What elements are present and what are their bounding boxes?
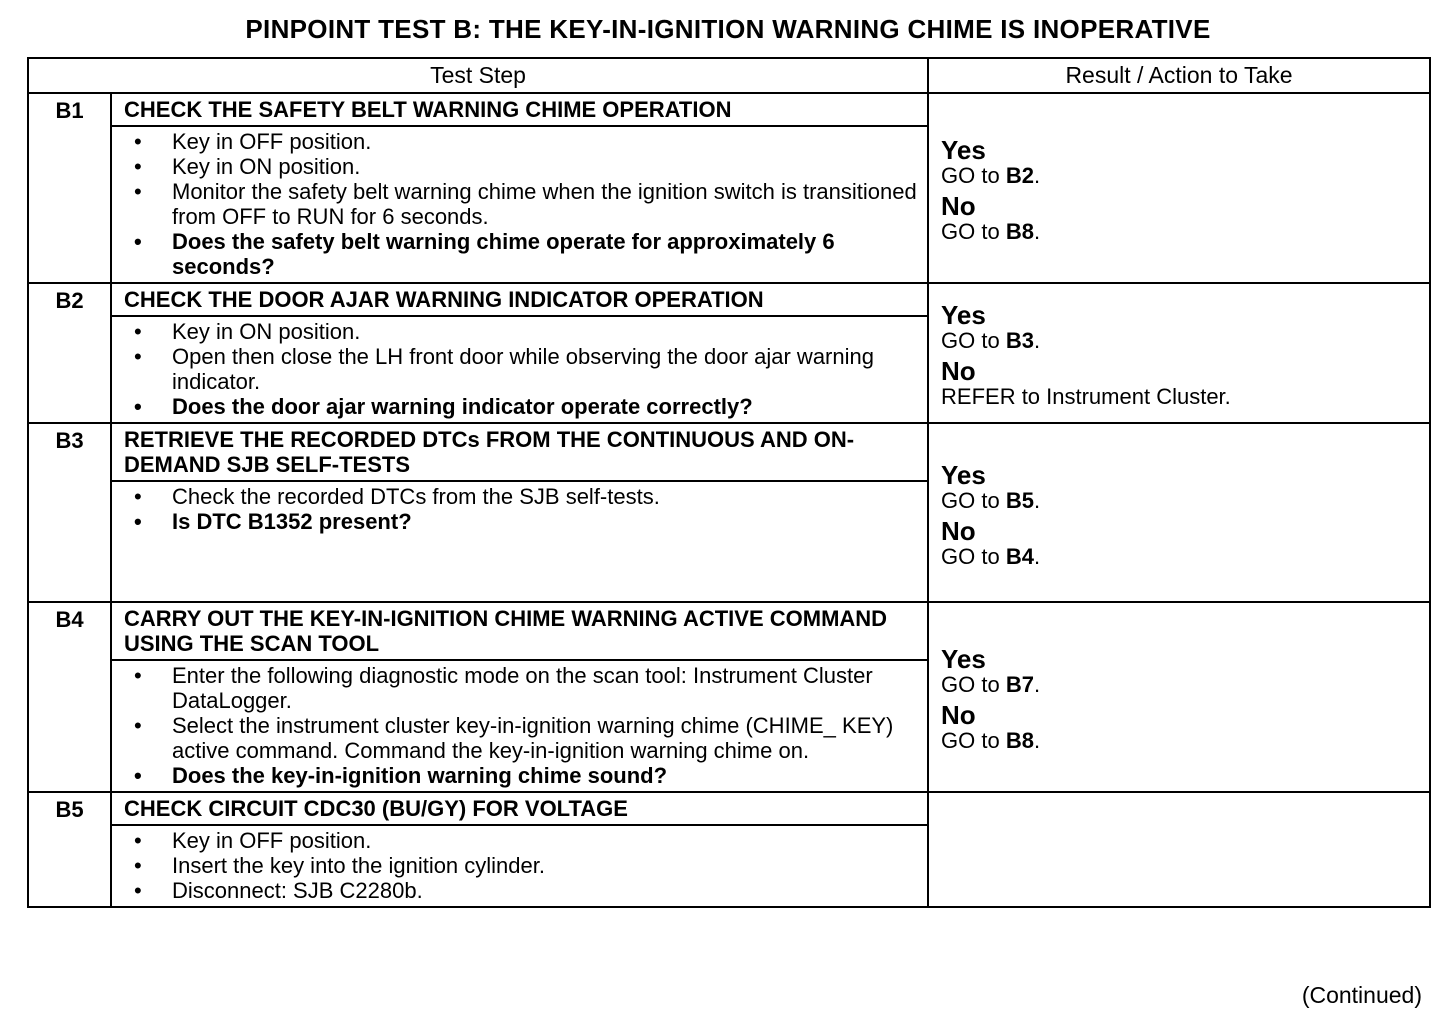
yes-action: GO to B2.: [941, 163, 1041, 188]
list-item: • Check the recorded DTCs from the SJB self-tests.: [134, 484, 660, 509]
step-title: RETRIEVE THE RECORDED DTCs FROM THE CONTINUOUS AND ON-DEMAND SJB SELF-TESTS: [111, 423, 928, 481]
step-id: B4: [28, 602, 111, 792]
step-bullets: [111, 126, 928, 283]
no-label: No: [941, 356, 976, 386]
header-test-step: Test Step: [28, 58, 928, 93]
header-result: Result / Action to Take: [928, 58, 1430, 93]
list-item: • Open then close the LH front door while observing the door ajar warning indicator.: [134, 344, 874, 394]
step-result: [928, 93, 1430, 283]
no-action: GO to B4.: [941, 543, 1041, 569]
step-bullets: [111, 825, 928, 907]
yes-action: GO to B7.: [941, 672, 1041, 697]
page-title: PINPOINT TEST B: THE KEY-IN-IGNITION WARNING CHIME IS INOPERATIVE: [245, 14, 1211, 44]
step-title: CARRY OUT THE KEY-IN-IGNITION CHIME WARNING ACTIVE COMMAND USING THE SCAN TOOL: [111, 602, 928, 660]
no-action: GO to B8.: [941, 728, 1041, 753]
no-action: REFER to Instrument Cluster.: [941, 384, 1231, 409]
no-label: No: [941, 191, 976, 221]
list-item: • Enter the following diagnostic mode on the scan tool: Instrument Cluster DataLogger.: [134, 663, 873, 713]
list-item: • Key in OFF position.: [134, 129, 372, 154]
yes-label: Yes: [941, 459, 986, 490]
step-result-empty: [928, 792, 1430, 907]
step-title: CHECK CIRCUIT CDC30 (BU/GY) FOR VOLTAGE: [111, 792, 928, 825]
list-item: • Key in OFF position.: [134, 828, 372, 853]
list-item: • Key in ON position.: [134, 154, 361, 179]
pinpoint-test-table: [27, 57, 1431, 908]
table-header-row: [28, 58, 1430, 93]
list-item-question: • Does the key-in-ignition warning chime sound?: [134, 763, 668, 788]
yes-action: GO to B5.: [941, 487, 1041, 513]
step-id: B1: [28, 93, 111, 283]
yes-label: Yes: [941, 300, 986, 330]
step-id: B2: [28, 283, 111, 423]
step-result: [928, 602, 1430, 792]
no-action: GO to B8.: [941, 219, 1041, 244]
yes-label: Yes: [941, 135, 986, 165]
step-row-b3: [28, 423, 1430, 481]
step-bullets: [111, 316, 928, 423]
step-result: [928, 423, 1430, 602]
step-result: [928, 283, 1430, 423]
step-row-b2: [28, 283, 1430, 316]
step-id: B5: [28, 792, 111, 907]
list-item: • Disconnect: SJB C2280b.: [134, 878, 423, 903]
step-row-b1: [28, 93, 1430, 126]
step-row-b4: [28, 602, 1430, 660]
yes-action: GO to B3.: [941, 328, 1041, 353]
no-label: No: [941, 515, 976, 546]
yes-label: Yes: [941, 644, 986, 674]
step-title: CHECK THE DOOR AJAR WARNING INDICATOR OPERATION: [111, 283, 928, 316]
continued-note: (Continued): [1301, 982, 1422, 1008]
list-item-question: • Does the safety belt warning chime operate for approximately 6 seconds?: [134, 229, 835, 279]
step-title: CHECK THE SAFETY BELT WARNING CHIME OPERATION: [111, 93, 928, 126]
step-id: B3: [28, 423, 111, 602]
list-item: • Key in ON position.: [134, 319, 361, 344]
list-item-question: • Does the door ajar warning indicator operate correctly?: [134, 394, 753, 419]
list-item: • Monitor the safety belt warning chime when the ignition switch is transitioned from OFF to RUN for 6 seconds.: [134, 179, 917, 229]
step-row-b5: [28, 792, 1430, 825]
no-label: No: [941, 700, 976, 730]
list-item: • Insert the key into the ignition cylinder.: [134, 853, 545, 878]
step-bullets: [111, 481, 928, 602]
list-item-question: • Is DTC B1352 present?: [134, 509, 412, 534]
list-item: • Select the instrument cluster key-in-ignition warning chime (CHIME_ KEY) active command. Command the key-in-ignition warning chime on.: [134, 713, 894, 763]
step-bullets: [111, 660, 928, 792]
